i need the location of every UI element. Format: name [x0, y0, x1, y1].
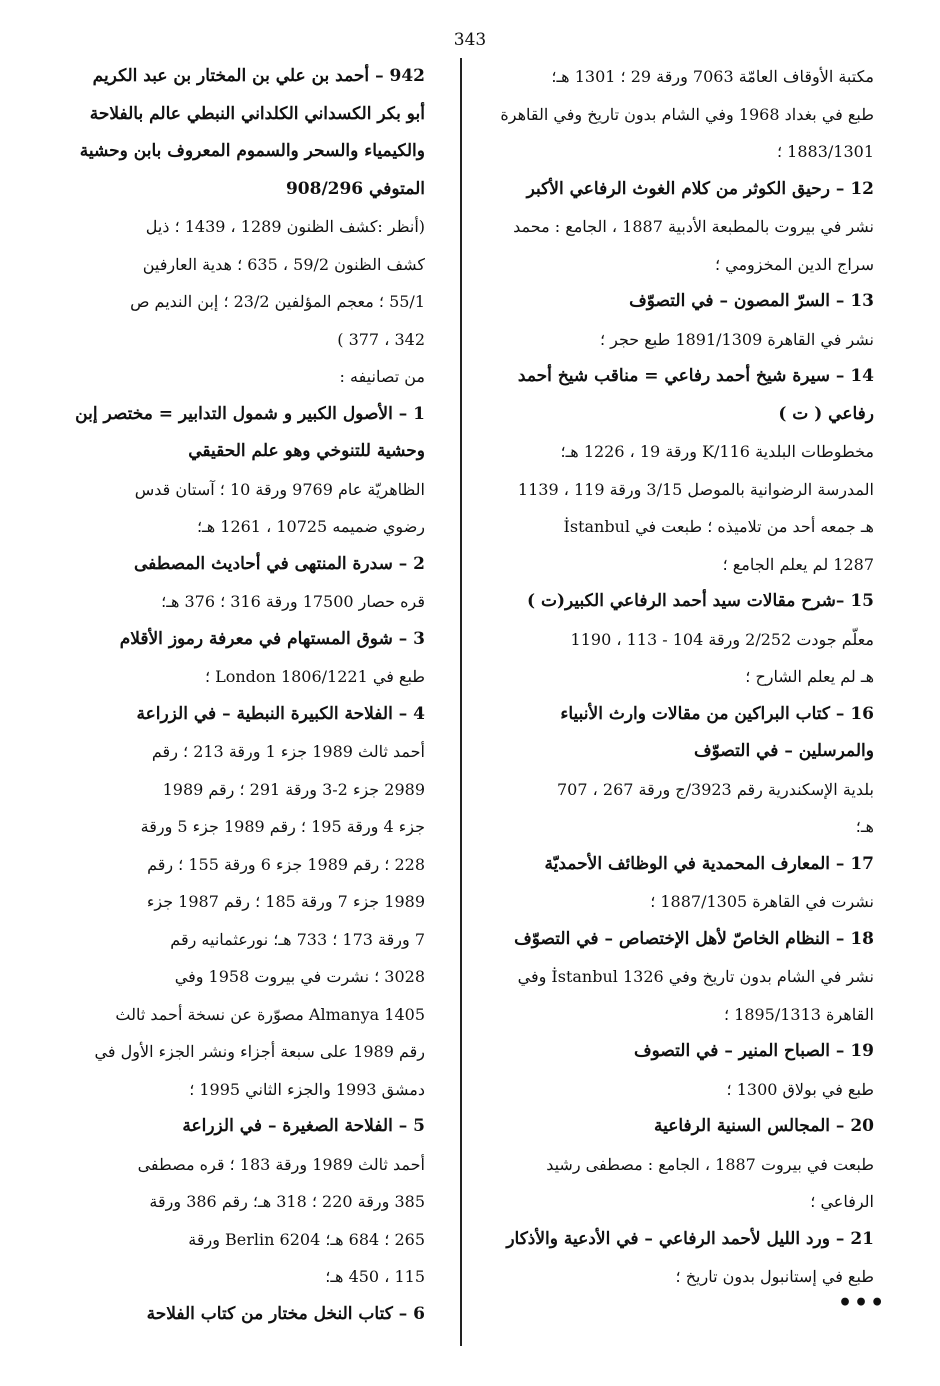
text-line: رضوي ضميمه 10725 ، 1261 هـ؛ — [196, 517, 425, 536]
text-line: نشرت في القاهرة 1887/1305 ؛ — [650, 892, 874, 911]
entry-title-line: 13 – السرّ المصون – في التصوّف — [629, 291, 874, 311]
text-line: 3028 ؛ نشرت في بيروت 1958 وفي — [174, 967, 425, 986]
entry-title-line: 6 – كتاب النخل مختار من كتاب الفلاحة — [146, 1303, 425, 1324]
text-line: قره حصار 17500 ورقة 316 ؛ 376 هـ؛ — [161, 592, 425, 611]
text-line: سراج الدين المخزومي ؛ — [714, 254, 874, 274]
continuation-mark: ••• — [838, 1290, 887, 1316]
text-line: رقم 1989 على سبعة أجزاء ونشر الجزء الأول في — [94, 1042, 425, 1061]
entry-title-line: 942 – أحمد بن علي بن المختار بن عبد الكريم — [92, 66, 425, 86]
text-line: 1989 جزء 7 ورقة 185 ؛ رقم 1987 جزء — [146, 892, 425, 911]
text-line: مكتبة الأوقاف العامّة 7063 ورقة 29 ؛ 1301 هـ؛ — [551, 67, 874, 86]
text-line: معلّم جودت 2/252 ورقة 104 - 113 ، 1190 — [570, 629, 874, 649]
text-line: 7 ورقة 173 ؛ 733 هـ؛ نورعثمانيه رقم — [170, 929, 425, 949]
text-line: أحمد ثالث 1989 ورقة 183 ؛ قره مصطفى — [137, 1154, 425, 1174]
entry-title-line: 2 – سدرة المنتهى في أحاديث المصطفى — [133, 553, 425, 574]
entry-title-line: 15 –شرح مقالات سيد أحمد الرفاعي الكبير(ت ) — [527, 591, 874, 611]
text-line: هـ لم يعلم الشارح ؛ — [745, 667, 874, 686]
entry-title-line: 19 – الصباح المنير – في التصوف — [634, 1041, 874, 1061]
entry-title-line: 16 – كتاب البراكين من مقالات وارث الأنبياء — [560, 703, 874, 724]
entry-title-line: 20 – المجالس السنية الرفاعية — [653, 1116, 874, 1136]
text-line: 228 ؛ رقم 1989 جزء 6 ورقة 155 ؛ رقم — [147, 854, 425, 874]
entry-title-line: أبو بكر الكسداني الكلداني النبطي عالم بالفلاحة — [89, 103, 425, 124]
text-line: طبع في إستانبول بدون تاريخ ؛ — [675, 1267, 874, 1286]
text-line: المدرسة الرضوانية بالموصل 3/15 ورقة 119 ، 1139 — [517, 479, 874, 499]
text-line: نشر في الشام بدون تاريخ وفي İstanbul 1326 وفي — [517, 967, 874, 986]
column-divider — [460, 58, 462, 1346]
entry-title-line: 14 – سيرة شيخ أحمد رفاعي = مناقب شيخ أحمد — [517, 366, 874, 386]
entry-title-line: 3 – شوق المستهام في معرفة رموز الأقلام — [119, 628, 425, 649]
text-line: بلدية الإسكندرية رقم 3923/ج ورقة 267 ، 707 — [557, 779, 874, 799]
text-line: جزء 4 ورقة 195 ؛ رقم 1989 جزء 5 ورقة — [140, 817, 425, 836]
page-number: 343 — [453, 30, 487, 50]
text-line: كشف الظنون 59/2 ، 635 ؛ هدية العارفين — [142, 254, 425, 274]
text-line: 1883/1301 ؛ — [777, 142, 874, 161]
text-line: طبع في بغداد 1968 وفي الشام بدون تاريخ وفي القاهرة — [500, 104, 874, 124]
entry-title-line: والمرسلين – في التصوّف — [694, 741, 874, 761]
text-line: طبع في بولاق 1300 ؛ — [726, 1079, 874, 1099]
entry-title-line: 4 – الفلاحة الكبيرة النبطية – في الزراعة — [136, 703, 425, 724]
text-line: مخطوطات البلدية 116/K ورقة 19 ، 1226 هـ؛ — [560, 442, 874, 461]
text-line: 1287 لم يعلم الجامع ؛ — [722, 554, 874, 574]
entry-title-line: 1 – الأصول الكبير و شمول التدابير = مختصر إبن — [75, 403, 425, 424]
text-line: هـ؛ — [855, 817, 874, 836]
entry-title-line: 18 – النظام الخاصّ لأهل الإختصاص – في التصوّف — [514, 928, 874, 949]
text-line: نشر في القاهرة 1891/1309 طبع حجر ؛ — [599, 329, 874, 349]
text-line: القاهرة 1895/1313 ؛ — [723, 1004, 874, 1024]
text-line: Almanya 1405 مصوّرة عن نسخة أحمد ثالث — [115, 1004, 425, 1024]
text-line: نشر في بيروت بالمطبعة الأدبية 1887 ، الجامع : محمد — [513, 217, 874, 236]
entry-title-line: والكيمياء والسحر والسموم المعروف بابن وحشية — [79, 141, 425, 161]
text-line: الظاهريّة عام 9769 ورقة 10 ؛ آستان قدس — [134, 479, 425, 499]
text-line: طبعت في بيروت 1887 ، الجامع : مصطفى رشيد — [546, 1154, 874, 1174]
text-line: من تصانيفه : — [339, 367, 425, 386]
entry-title-line: 17 – المعارف المحمدية في الوظائف الأحمديّة — [544, 853, 874, 874]
text-line: 265 ؛ 684 هـ؛ Berlin 6204 ورقة — [188, 1229, 425, 1249]
text-line: الرفاعي ؛ — [810, 1192, 874, 1211]
right-column — [490, 58, 874, 1296]
entry-title-line: 5 – الفلاحة الصغيرة – في الزراعة — [182, 1116, 425, 1136]
entry-title-line: المتوفي 908/296 — [285, 178, 425, 199]
entry-title-line: 21 – ورد الليل لأحمد الرفاعي – في الأدعية والأذكار — [506, 1228, 874, 1249]
entry-title-line: وحشية للتنوخي وهو علم الحقيقي — [188, 441, 425, 461]
text-line: طبع في London 1806/1221 ؛ — [204, 667, 425, 686]
text-line: أحمد ثالث 1989 جزء 1 ورقة 213 ؛ رقم — [151, 742, 425, 761]
text-line: هـ جمعه أحد من تلاميذه ؛ طبعت في İstanbul — [563, 517, 874, 536]
text-line: 342 ، 377 ) — [337, 329, 425, 349]
text-line: 115 ، 450 هـ؛ — [325, 1267, 425, 1286]
text-line: 2989 جزء 2-3 ورقة 291 ؛ رقم 1989 — [162, 779, 425, 799]
entry-title-line: رفاعي ( ت ) — [778, 403, 874, 424]
text-line: دمشق 1993 والجزء الثاني 1995 ؛ — [189, 1079, 425, 1099]
entry-title-line: 12 – رحيق الكوثر من كلام الغوث الرفاعي الأكبر — [526, 178, 874, 199]
text-line: 55/1 ؛ معجم المؤلفين 23/2 ؛ إبن النديم ص — [130, 292, 425, 311]
text-line: 385 ورقة 220 ؛ 318 هـ؛ رقم 386 ورقة — [149, 1192, 425, 1211]
text-line: (أنظر :كشف الظنون 1289 ، 1439 ؛ ذيل — [145, 217, 425, 236]
left-column — [70, 58, 425, 1333]
